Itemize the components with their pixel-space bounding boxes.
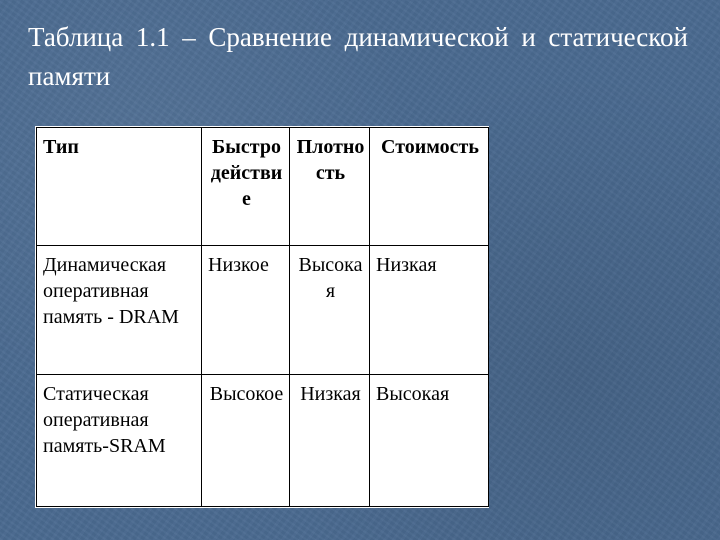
- comparison-table-container: [35, 126, 489, 508]
- header-type: Тип: [37, 128, 202, 246]
- table-header-row: [37, 128, 489, 246]
- cell-dram-density: Высокая: [290, 246, 370, 374]
- header-density: Плотность: [290, 128, 370, 246]
- cell-sram-cost: Высокая: [370, 374, 489, 506]
- cell-sram-type: Статическая оперативная память-SRAM: [37, 374, 202, 506]
- cell-sram-speed: Высокое: [202, 374, 290, 506]
- header-speed: Быстродействие: [202, 128, 290, 246]
- cell-dram-speed: Низкое: [202, 246, 290, 374]
- slide-title: Таблица 1.1 – Сравнение динамической и статической памяти: [28, 22, 688, 91]
- cell-dram-cost: Низкая: [370, 246, 489, 374]
- table-row-dram: [37, 246, 489, 374]
- cell-sram-density: Низкая: [290, 374, 370, 506]
- comparison-table: [36, 127, 489, 507]
- header-cost: Стоимость: [370, 128, 489, 246]
- table-row-sram: [37, 374, 489, 506]
- cell-dram-type: Динамическая оперативная память - DRAM: [37, 246, 202, 374]
